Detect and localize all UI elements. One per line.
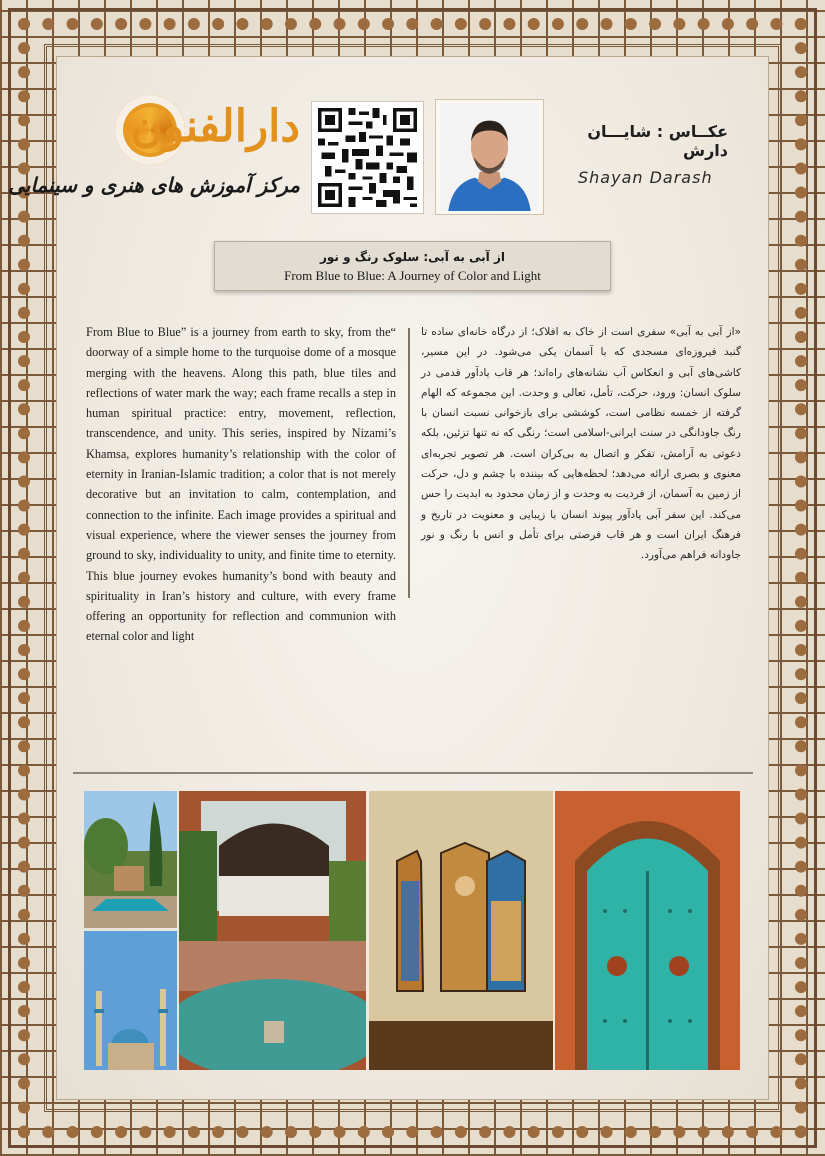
photographer-portrait [435, 99, 544, 215]
description-fa: «از آبی به آبی» سفری است از خاک به افلاک؛ از درگاه خانه‌ای ساده تا گنبد فیروزه‌ای مسجدی که با آسمان یکی می‌شود. در این مسیر، کاشی‌های آبی و انعکاس آب نشانه‌های راه‌اند؛ هر قاب یادآور قدمی در سلوک انسان: ورود، حرکت، تأمل، تعالی و وحدت. این مجموعه که الهام گرفته از خمسه نظامی است، کوششی برای بازخوانی نسبت انسان با رنگ جاودانگی در سنت ایرانی-اسلامی است؛ رنگی که نه تنها تزئین، بلکه دعوتی به آرامش، تفکر و اتصال به بی‌کران است. هر تصویر تجربه‌ای معنوی و بصری ارائه می‌دهد؛ لحظه‌هایی که بیننده با چشم و دل، حرکت از زمین به آسمان، از فردیت به وحدت و از زمان محدود به ابدیت را حس می‌کند. این سفر آبی یادآور پیوند انسان با زیبایی و معنویت در تاریخ و فرهنگ ایران است و هر قاب فرصتی برای تأمل و انس با رنگ و نور جاودانه فراهم می‌آورد. [421, 326, 741, 562]
garden-pool-photo-icon [84, 791, 177, 928]
courtyard-fountain-photo-icon [179, 791, 366, 1070]
academy-logo [8, 95, 300, 210]
portrait-icon [439, 103, 540, 211]
column-divider [408, 328, 410, 598]
photographer-label-fa: عکــاس : شایـــان دارش [587, 122, 728, 160]
photographer-name-en: Shayan Darash [578, 168, 713, 187]
title-en: From Blue to Blue: A Journey of Color and Light [284, 268, 541, 283]
turquoise-door-photo-icon [555, 791, 740, 1070]
description-en: From Blue to Blue” is a journey from earth to sky, from the“ doorway of a simple home to the turquoise dome of a mosque merging with the heavens. Along this path, blue tiles and reflections of water mark the way; each frame recalls a step in human spiritual practice: entry, movement, reflection, transcendence, and unity. This series, inspired by Nizami’s Khamsa, explores humanity’s relationship with the color of eternity in Iranian-Islamic tradition; a color that is not merely decorative but an invitation to calm, contemplation, and connection to the infinite. Each image provides a spiritual and visual experience, where the viewer senses the journey from ground to sky, individuality to unity, and finite time to eternity. This blue journey evokes humanity’s bond with beauty and spirituality in Iran’s history and culture, with every frame offering an opportunity for reflection and communion with eternal color and light [86, 325, 396, 644]
mosque-minarets-photo-icon [84, 931, 177, 1070]
logo-script-text: دارالفنون [130, 101, 300, 152]
tile-panels-exhibit-photo-icon [369, 791, 553, 1070]
qr-code-icon [311, 101, 424, 214]
logo-subtitle: مرکز آموزش های هنری و سینمایی [8, 173, 300, 197]
photographer-credit [548, 122, 733, 187]
title-box [214, 241, 611, 291]
title-fa: از آبی به آبی: سلوک رنگ و نور [320, 250, 505, 264]
gallery-divider [73, 772, 753, 774]
